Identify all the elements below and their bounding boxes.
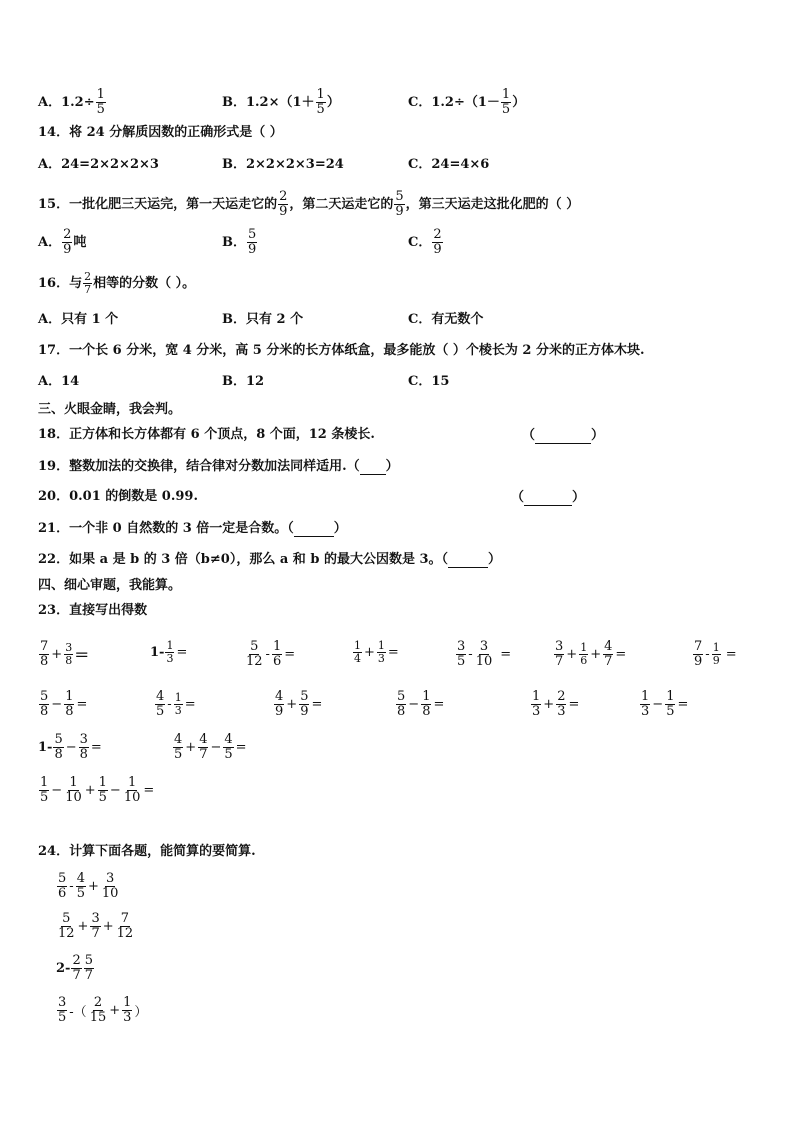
fraction <box>98 776 108 805</box>
q24-problem-4 <box>56 996 148 1025</box>
denominator: 5 <box>666 704 675 719</box>
q23-expr-3 <box>244 640 296 669</box>
denominator: 9 <box>395 204 404 219</box>
fraction <box>316 88 326 117</box>
equals: = <box>176 645 188 660</box>
q20-answer-paren <box>511 489 585 506</box>
fraction <box>278 190 288 219</box>
denominator: 6 <box>580 654 588 667</box>
fraction <box>712 642 721 667</box>
operator: - <box>265 647 270 662</box>
numerator: 1 <box>40 775 49 790</box>
q23-expr-4 <box>352 640 400 665</box>
denominator: 8 <box>65 704 74 719</box>
q23-expr-5 <box>455 640 512 669</box>
q15-suffix: ，第三天运走这批化肥的（ ） <box>405 197 580 212</box>
option-label: B． <box>222 235 246 250</box>
denominator: 5 <box>40 790 49 805</box>
numerator: 5 <box>395 189 404 204</box>
q17-option-a: A．14 <box>38 374 80 389</box>
operator: − <box>210 740 222 755</box>
option-label: B．1.2×（1＋ <box>222 95 315 110</box>
q16-option-a: A．只有 1 个 <box>38 312 119 327</box>
equals: = <box>568 697 580 712</box>
numerator: 2 <box>63 227 72 242</box>
numerator: 1 <box>166 639 174 652</box>
equals: ＝ <box>74 646 90 664</box>
q15-mid: ，第二天运走它的 <box>289 197 394 212</box>
numerator: 1 <box>377 639 385 652</box>
fraction <box>90 912 100 941</box>
q14-option-c: C．24=4×6 <box>408 157 490 172</box>
denominator: 12 <box>246 654 263 669</box>
fraction <box>579 642 588 667</box>
denominator: 5 <box>76 886 85 901</box>
paren: ） <box>134 1005 148 1020</box>
fraction <box>299 690 309 719</box>
fraction <box>377 640 386 665</box>
answer-blank[interactable] <box>524 489 572 506</box>
q15-option-a <box>38 228 86 257</box>
fraction <box>39 690 49 719</box>
fraction <box>554 640 564 669</box>
q24-problem-2 <box>56 912 135 941</box>
fraction <box>174 692 183 717</box>
operator: -（ <box>69 1005 87 1020</box>
numerator: 5 <box>40 689 49 704</box>
numerator: 4 <box>604 639 613 654</box>
numerator: 1 <box>422 689 431 704</box>
q23-expr-6 <box>553 640 627 669</box>
numerator: 3 <box>479 639 489 654</box>
fraction <box>57 912 76 941</box>
denominator: 9 <box>279 204 288 219</box>
option-label: A． <box>38 235 62 250</box>
denominator: 10 <box>475 654 493 669</box>
q15-option-b <box>222 228 258 257</box>
numerator: 5 <box>54 732 63 747</box>
fraction <box>116 912 135 941</box>
q20-text: 20．0.01 的倒数是 0.99. <box>38 489 198 504</box>
denominator: 3 <box>377 652 385 665</box>
fraction <box>64 642 73 667</box>
numerator: 3 <box>457 639 466 654</box>
q13-option-a <box>38 88 107 117</box>
numerator: 1 <box>354 639 361 652</box>
paren: （ <box>522 428 536 443</box>
operator: + <box>109 1003 121 1018</box>
lead-term: 2- <box>56 961 71 976</box>
numerator: 1 <box>127 775 137 790</box>
numerator: 4 <box>275 689 284 704</box>
numerator: 1 <box>69 775 78 790</box>
numerator: 2 <box>84 270 92 283</box>
fraction <box>53 733 63 762</box>
lead-term: 1- <box>38 740 53 755</box>
numerator: 2 <box>433 227 442 242</box>
fraction <box>353 640 362 665</box>
fraction <box>173 733 183 762</box>
fraction <box>223 733 233 762</box>
fraction <box>123 776 142 805</box>
q22-line <box>38 551 501 568</box>
fraction <box>57 996 67 1025</box>
operator: + <box>51 647 63 662</box>
denominator: 7 <box>84 283 92 296</box>
numerator: 4 <box>224 732 233 747</box>
numerator: 3 <box>555 639 564 654</box>
denominator: 7 <box>91 926 100 941</box>
operator: + <box>590 647 602 662</box>
numerator: 3 <box>106 871 115 886</box>
numerator: 3 <box>65 641 73 654</box>
denominator: 5 <box>156 704 165 719</box>
fraction <box>57 872 67 901</box>
numerator: 1 <box>65 689 74 704</box>
denominator: 4 <box>354 652 361 665</box>
numerator: 2 <box>279 189 288 204</box>
numerator: 3 <box>79 732 88 747</box>
q21-text: 21．一个非 0 自然数的 3 倍一定是合数。（ <box>38 521 294 536</box>
denominator: 3 <box>123 1010 132 1025</box>
operator: + <box>185 740 197 755</box>
fraction <box>165 640 174 665</box>
fraction <box>394 190 404 219</box>
denominator: 5 <box>98 790 107 805</box>
paren: ） <box>512 95 526 110</box>
q14-option-b: B．2×2×2×3=24 <box>222 157 344 172</box>
denominator: 7 <box>604 654 613 669</box>
numerator: 1 <box>316 87 325 102</box>
denominator: 5 <box>457 654 466 669</box>
paren: ） <box>591 428 605 443</box>
fraction <box>76 872 86 901</box>
fraction <box>245 640 264 669</box>
fraction <box>531 690 541 719</box>
denominator: 8 <box>40 704 49 719</box>
section-4-heading: 四、细心审题，我能算。 <box>38 578 182 593</box>
denominator: 6 <box>58 886 67 901</box>
numerator: 1 <box>580 641 588 654</box>
option-label: C． <box>408 235 432 250</box>
q24-problem-1 <box>56 872 120 901</box>
operator: − <box>652 697 664 712</box>
numerator: 4 <box>174 732 183 747</box>
q15-prefix: 15．一批化肥三天运完，第一天运走它的 <box>38 197 278 212</box>
numerator: 2 <box>93 995 103 1010</box>
q23-expr-13 <box>639 690 689 719</box>
q23-expr-2 <box>150 640 188 665</box>
operator: - <box>69 879 74 894</box>
denominator: 5 <box>174 747 183 762</box>
fraction <box>122 996 132 1025</box>
numerator: 1 <box>532 689 541 704</box>
q19-line <box>38 458 399 475</box>
denominator: 3 <box>174 704 182 717</box>
numerator: 1 <box>641 689 650 704</box>
denominator: 3 <box>641 704 650 719</box>
q17-option-b: B．12 <box>222 374 265 389</box>
fraction <box>665 690 675 719</box>
fraction <box>272 640 282 669</box>
q18-text: 18．正方体和长方体都有 6 个顶点，8 个面，12 条棱长. <box>38 427 375 442</box>
operator: − <box>51 697 63 712</box>
lead-term: 1- <box>150 645 165 660</box>
q17-option-c: C．15 <box>408 374 450 389</box>
denominator: 7 <box>72 968 81 983</box>
denominator: 9 <box>275 704 284 719</box>
denominator: 12 <box>58 926 75 941</box>
q16-option-c: C．有无数个 <box>408 312 484 327</box>
paren: （ <box>511 490 525 505</box>
fraction <box>79 733 89 762</box>
answer-blank[interactable] <box>360 458 386 475</box>
denominator: 9 <box>248 242 257 257</box>
paren: ） <box>326 95 340 110</box>
operator: + <box>87 879 99 894</box>
equals: = <box>184 697 196 712</box>
denominator: 10 <box>65 790 82 805</box>
equals: = <box>387 645 399 660</box>
denominator: 9 <box>63 242 72 257</box>
section-3-heading: 三、火眼金睛，我会判。 <box>38 402 182 417</box>
denominator: 5 <box>58 1010 67 1025</box>
q23-expr-1 <box>38 640 89 669</box>
operator: - <box>468 647 473 662</box>
numerator: 5 <box>250 639 259 654</box>
fraction <box>84 954 94 983</box>
denominator: 12 <box>116 926 134 941</box>
denominator: 9 <box>300 704 309 719</box>
q17-text: 17．一个长 6 分米，宽 4 分米，高 5 分米的长方体纸盒，最多能放（ ）个棱长为 2 分米的正方体木块. <box>38 343 645 358</box>
q23-expr-9 <box>154 690 197 719</box>
numerator: 2 <box>72 953 81 968</box>
q24-title: 24．计算下面各题，能简算的要简算. <box>38 844 256 859</box>
denominator: 8 <box>79 747 88 762</box>
q16-prefix: 16．与 <box>38 276 83 291</box>
operator: - <box>705 647 710 662</box>
equals: = <box>284 647 296 662</box>
numerator: 3 <box>91 911 100 926</box>
denominator: 5 <box>96 102 105 117</box>
q16-option-b: B．只有 2 个 <box>222 312 304 327</box>
denominator: 7 <box>199 747 208 762</box>
denominator: 10 <box>101 886 119 901</box>
denominator: 10 <box>123 790 141 805</box>
equals: = <box>615 647 627 662</box>
numerator: 1 <box>123 995 132 1010</box>
paren: ） <box>385 459 399 474</box>
denominator: 3 <box>557 704 566 719</box>
numerator: 5 <box>62 911 71 926</box>
equals: = <box>143 783 155 798</box>
equals: = <box>235 740 247 755</box>
fraction <box>603 640 613 669</box>
numerator: 5 <box>58 871 67 886</box>
equals: = <box>677 697 689 712</box>
fraction <box>640 690 650 719</box>
equals: = <box>311 697 323 712</box>
numerator: 1 <box>272 639 282 654</box>
numerator: 1 <box>174 691 182 704</box>
option-label: A．1.2÷ <box>38 95 95 110</box>
operator: + <box>543 697 555 712</box>
denominator: 5 <box>224 747 233 762</box>
denominator: 5 <box>316 102 325 117</box>
paren: ） <box>488 552 502 567</box>
numerator: 1 <box>712 641 720 654</box>
denominator: 7 <box>555 654 564 669</box>
fraction <box>693 640 703 669</box>
q23-expr-10 <box>273 690 323 719</box>
q23-expr-7 <box>692 640 738 669</box>
q13-option-b <box>222 88 340 117</box>
denominator: 7 <box>84 968 94 983</box>
fraction <box>39 640 49 669</box>
numerator: 1 <box>98 775 107 790</box>
fraction <box>556 690 566 719</box>
numerator: 4 <box>199 732 208 747</box>
numerator: 1 <box>501 87 511 102</box>
fraction <box>198 733 208 762</box>
numerator: 5 <box>84 953 94 968</box>
operator: + <box>364 645 375 660</box>
fraction <box>64 776 83 805</box>
q21-line <box>38 520 347 537</box>
q15-option-c <box>408 228 444 257</box>
fraction <box>274 690 284 719</box>
fraction <box>155 690 165 719</box>
operator: + <box>84 783 96 798</box>
fraction <box>64 690 74 719</box>
denominator: 8 <box>65 654 73 667</box>
q13-option-c <box>408 88 525 117</box>
q24-problem-3 <box>56 954 95 983</box>
denominator: 9 <box>433 242 442 257</box>
numerator: 5 <box>248 227 257 242</box>
fraction <box>96 88 106 117</box>
numerator: 5 <box>300 689 309 704</box>
q15-text <box>38 190 579 219</box>
operator: + <box>77 919 89 934</box>
fraction <box>247 228 257 257</box>
equals: = <box>433 697 445 712</box>
fraction <box>501 88 511 117</box>
operator: − <box>51 783 63 798</box>
fraction <box>83 271 92 296</box>
answer-blank[interactable] <box>294 520 334 537</box>
fraction <box>421 690 431 719</box>
q23-expr-8 <box>38 690 88 719</box>
denominator: 5 <box>501 102 511 117</box>
numerator: 1 <box>96 87 105 102</box>
fraction <box>62 228 72 257</box>
q23-expr-12 <box>530 690 580 719</box>
numerator: 7 <box>40 639 49 654</box>
denominator: 9 <box>712 654 720 667</box>
denominator: 8 <box>40 654 49 669</box>
denominator: 15 <box>89 1010 107 1025</box>
numerator: 5 <box>397 689 406 704</box>
operator: + <box>102 919 114 934</box>
fraction <box>475 640 494 669</box>
denominator: 8 <box>422 704 431 719</box>
q23-expr-14 <box>38 733 103 762</box>
fraction <box>456 640 466 669</box>
q23-title: 23．直接写出得数 <box>38 603 148 618</box>
denominator: 3 <box>166 652 174 665</box>
q16-suffix: 相等的分数（ ）。 <box>93 276 196 291</box>
q19-text: 19．整数加法的交换律，结合律对分数加法同样适用.（ <box>38 459 360 474</box>
operator: − <box>65 740 77 755</box>
q23-expr-16 <box>38 776 155 805</box>
numerator: 3 <box>58 995 67 1010</box>
q14-option-a: A．24=2×2×2×3 <box>38 157 159 172</box>
unit: 吨 <box>73 235 87 250</box>
fraction <box>89 996 108 1025</box>
equals: = <box>725 647 737 662</box>
equals: = <box>90 740 102 755</box>
answer-blank[interactable] <box>535 427 591 444</box>
equals: = <box>500 647 512 662</box>
denominator: 9 <box>694 654 703 669</box>
option-label: C．1.2÷（1－ <box>408 95 500 110</box>
fraction <box>432 228 442 257</box>
operator: - <box>167 697 172 712</box>
paren: ） <box>572 490 586 505</box>
numerator: 2 <box>557 689 566 704</box>
q22-text: 22．如果 a 是 b 的 3 倍（b≠0），那么 a 和 b 的最大公因数是 3。（ <box>38 552 449 567</box>
denominator: 6 <box>272 654 282 669</box>
q18-answer-paren <box>522 427 604 444</box>
operator: − <box>109 783 121 798</box>
fraction <box>101 872 120 901</box>
numerator: 7 <box>694 639 703 654</box>
operator: + <box>566 647 578 662</box>
q16-text <box>38 271 195 296</box>
denominator: 8 <box>397 704 406 719</box>
q14-text: 14．将 24 分解质因数的正确形式是（ ） <box>38 125 283 140</box>
answer-blank[interactable] <box>448 551 488 568</box>
numerator: 1 <box>666 689 675 704</box>
fraction <box>396 690 406 719</box>
fraction <box>39 776 49 805</box>
denominator: 3 <box>532 704 541 719</box>
numerator: 4 <box>156 689 165 704</box>
q23-expr-15 <box>172 733 248 762</box>
fraction <box>71 954 81 983</box>
operator: − <box>408 697 420 712</box>
operator: + <box>286 697 298 712</box>
equals: = <box>76 697 88 712</box>
q23-expr-11 <box>395 690 445 719</box>
denominator: 8 <box>54 747 63 762</box>
paren: ） <box>333 521 347 536</box>
numerator: 7 <box>120 911 130 926</box>
numerator: 4 <box>76 871 85 886</box>
